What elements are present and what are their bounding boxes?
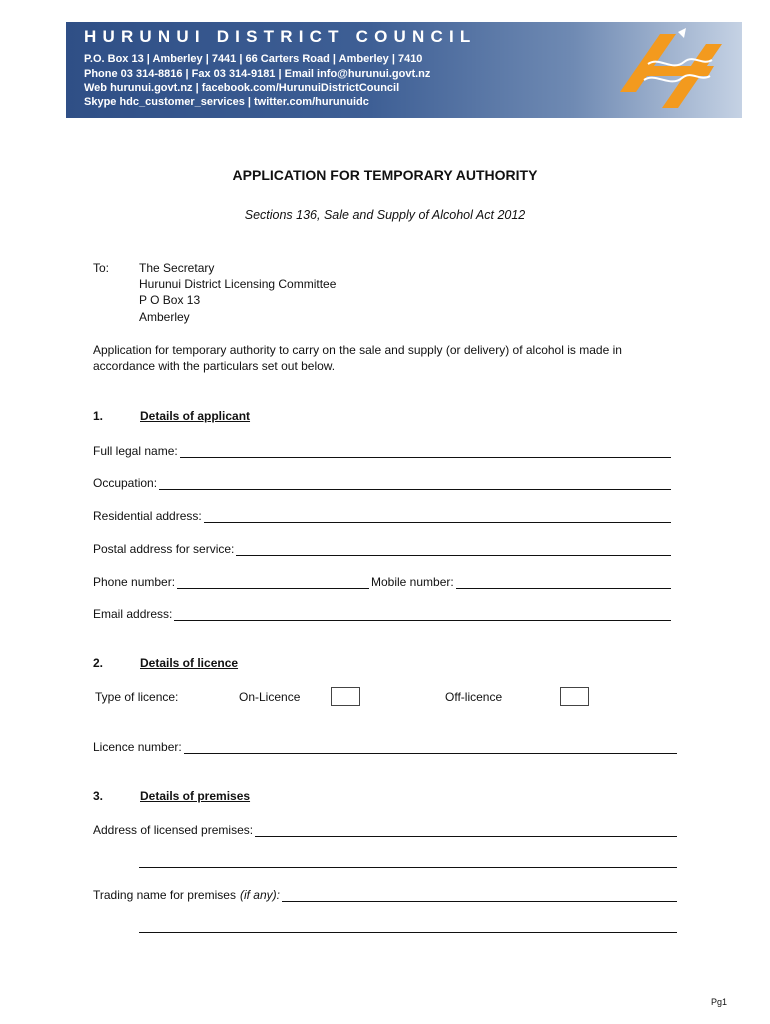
field-label: Postal address for service: [93, 542, 235, 556]
full-legal-name-field[interactable] [93, 442, 671, 458]
field-label: Licence number: [93, 740, 182, 754]
trading-name-field[interactable] [93, 886, 677, 902]
on-licence-label: On-Licence [239, 690, 301, 704]
page-subtitle: Sections 136, Sale and Supply of Alcohol Act 2012 [244, 208, 526, 222]
council-name: HURUNUI DISTRICT COUNCIL [84, 27, 477, 46]
header-web-line: Web hurunui.govt.nz | facebook.com/HurunuiDistrictCouncil [84, 82, 400, 94]
field-label: Phone number: [93, 575, 176, 589]
mobile-number-field[interactable] [371, 573, 671, 589]
type-of-licence-label: Type of licence: [95, 690, 179, 704]
to-line: Amberley [139, 310, 190, 324]
field-label: Residential address: [93, 509, 202, 523]
header-phone-line: Phone 03 314-8816 | Fax 03 314-9181 | Email info@hurunui.govt.nz [84, 68, 431, 80]
header-banner [66, 22, 742, 118]
section-title: Details of licence [140, 656, 239, 670]
full-legal-name-input[interactable] [180, 445, 671, 458]
hurunui-logo-icon [614, 26, 732, 114]
field-label: Address of licensed premises: [93, 823, 254, 837]
page-title: APPLICATION FOR TEMPORARY AUTHORITY [232, 167, 538, 183]
section-number: 1. [93, 409, 104, 423]
field-label-note: (if any): [239, 888, 280, 902]
postal-address-input[interactable] [236, 543, 671, 556]
field-label: Email address: [93, 607, 173, 621]
residential-address-input[interactable] [204, 510, 671, 523]
section-number: 3. [93, 789, 104, 803]
header-social-line: Skype hdc_customer_services | twitter.com/hurunuidc [84, 96, 369, 108]
to-line: P O Box 13 [139, 293, 201, 307]
field-label: Mobile number: [371, 575, 454, 589]
to-line: Hurunui District Licensing Committee [139, 277, 337, 291]
to-label: To: [93, 261, 110, 275]
intro-text: Application for temporary authority to carry on the sale and supply (or delivery) of alcohol is made in [93, 343, 622, 357]
page-number: Pg1 [711, 997, 728, 1007]
field-label: Trading name for premises [93, 888, 236, 902]
phone-number-field[interactable] [93, 573, 369, 589]
residential-address-field[interactable] [93, 507, 671, 523]
trading-name-input[interactable] [282, 889, 677, 902]
on-licence-checkbox[interactable] [331, 687, 360, 706]
field-label: Occupation: [93, 476, 158, 490]
section-number: 2. [93, 656, 104, 670]
premises-address-input-line-2[interactable] [139, 867, 677, 868]
off-licence-checkbox[interactable] [560, 687, 589, 706]
off-licence-label: Off-licence [445, 690, 503, 704]
email-address-input[interactable] [174, 608, 671, 621]
intro-text: accordance with the particulars set out below. [93, 359, 336, 373]
to-line: The Secretary [139, 261, 215, 275]
mobile-number-input[interactable] [456, 576, 671, 589]
trading-name-input-line-2[interactable] [139, 932, 677, 933]
licence-number-field[interactable] [93, 738, 677, 754]
licence-number-input[interactable] [184, 741, 677, 754]
premises-address-field[interactable] [93, 821, 677, 837]
premises-address-input[interactable] [255, 824, 677, 837]
occupation-input[interactable] [159, 477, 671, 490]
field-label: Full legal name: [93, 444, 178, 458]
phone-number-input[interactable] [177, 576, 369, 589]
occupation-field[interactable] [93, 474, 671, 490]
postal-address-field[interactable] [93, 540, 671, 556]
header-address-line: P.O. Box 13 | Amberley | 7441 | 66 Carters Road | Amberley | 7410 [84, 53, 423, 65]
email-address-field[interactable] [93, 605, 671, 621]
section-title: Details of premises [140, 789, 251, 803]
section-title: Details of applicant [140, 409, 251, 423]
